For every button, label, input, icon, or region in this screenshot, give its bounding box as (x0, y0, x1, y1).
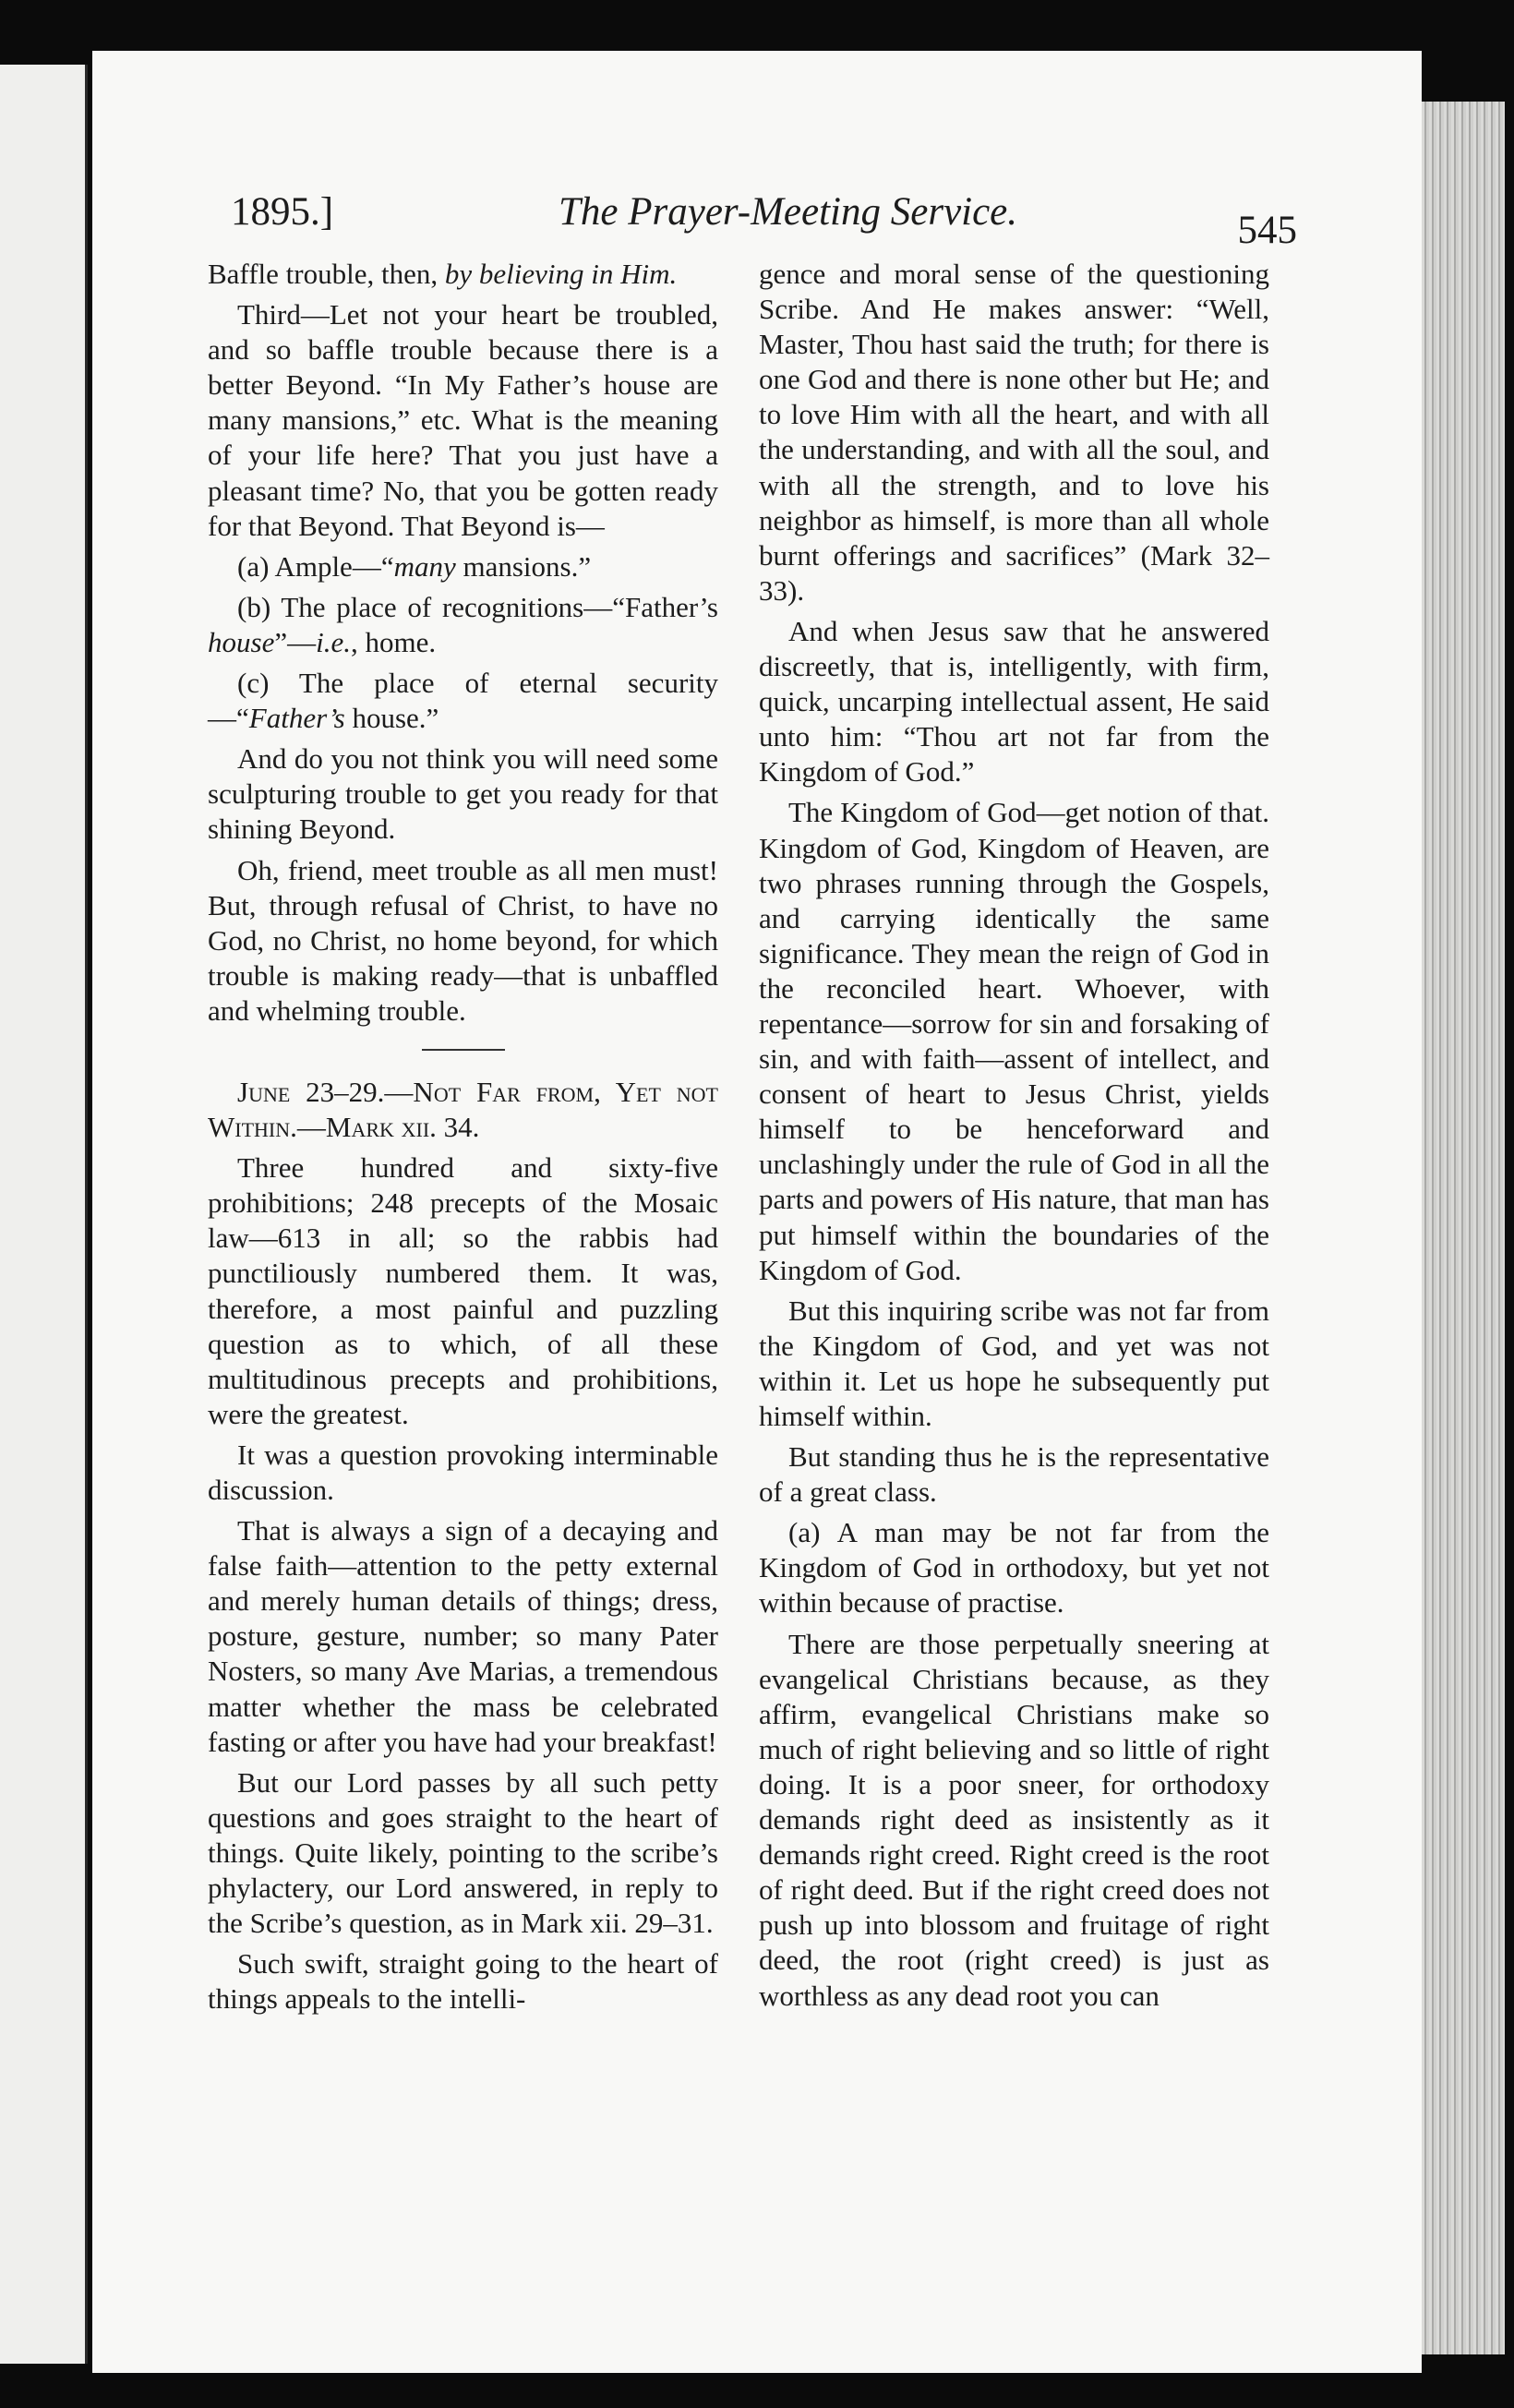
paragraph: (a) A man may be not far from the Kingdom of God in orthodoxy, but yet not within because of practise. (759, 1516, 1269, 1619)
running-header (231, 189, 1297, 252)
right-column (759, 257, 1269, 2019)
paragraph: Oh, friend, meet trouble as all men must! But, through refusal of Christ, to have no God, no Christ, no home beyond, for which trouble is making ready—that is unbaffled and whelming trouble. (208, 853, 718, 1027)
page-stack-edge (1422, 102, 1505, 2354)
paragraph: There are those perpetually sneering at evangelical Christians because, as they affirm, evangelical Christians make so much of right believing and so little of right doing. It is a poor sneer, for orthodoxy demands right deed as insistently as it demands right creed. Right creed is the root of right deed. But if the right creed does not push up into blossom and fruitage of right deed, the root (right creed) is just as worthless as any dead root you can (759, 1627, 1269, 2012)
header-title: The Prayer-Meeting Service. (559, 190, 1018, 234)
paragraph: And when Jesus saw that he answered discreetly, that is, intelligently, with firm, quick, uncarping intellectual assent, He said unto him: “Thou art not far from the Kingdom of God.” (759, 614, 1269, 789)
list-item-b: (b) The place of recognitions—“Father’s house”—i.e., home. (208, 590, 718, 658)
paragraph: And do you not think you will need some sculpturing trouble to get you ready for that shining Beyond. (208, 742, 718, 846)
paragraph: Such swift, straight going to the heart of things appeals to the intelli- (208, 1947, 718, 2016)
paragraph: Baffle trouble, then, by believing in Him. (208, 258, 678, 290)
header-year: 1895.] (231, 190, 334, 234)
section-heading: June 23–29.—Not Far from, Yet not Within.—Mark xii. 34. (208, 1075, 718, 1144)
list-item-a: (a) Ample—“many mansions.” (237, 549, 592, 583)
section-divider (422, 1049, 505, 1051)
paragraph: It was a question provoking interminable discussion. (208, 1438, 718, 1506)
list-item-c: (c) The place of eternal security—“Father’s house.” (208, 667, 718, 735)
paragraph: gence and moral sense of the questioning Scribe. And He makes answer: “Well, Master, Thou hast said the truth; for there is one God and there is none other but He; and to love Him with all the heart, and with all the understanding, and with all the soul, and with all the strength, and to love his neighbor as himself, is more than all whole burnt offerings and sacrifices” (Mark 32–33). (759, 258, 1269, 607)
paragraph: That is always a sign of a decaying and false faith—attention to the petty external and merely human details of things; dress, posture, gesture, number; so many Pater Nosters, so many Ave Marias, a tremendous matter whether the mass be celebrated fasting or after you have had your breakfast! (208, 1514, 718, 1758)
paragraph: But this inquiring scribe was not far from the Kingdom of God, and yet was not within it. Let us hope he subsequently put himself within. (759, 1294, 1269, 1432)
paragraph: The Kingdom of God—get notion of that. Kingdom of God, Kingdom of Heaven, are two phrases running through the Gospels, and carrying identically the same significance. They mean the reign of God in the reconciled heart. Whoever, with repentance—sorrow for sin and forsaking of sin, and with faith—assent of intellect, and consent of heart to Jesus Christ, yields himself to be henceforward and unclashingly under the rule of God in all the parts and powers of His nature, that man has put himself within the boundaries of the Kingdom of God. (759, 796, 1269, 1286)
left-column (208, 257, 718, 2022)
paragraph: Third—Let not your heart be troubled, and so baffle trouble because there is a better Beyond. “In My Father’s house are many mansions,” etc. What is the meaning of your life here? That you just have a pleasant time? No, that you be gotten ready for that Beyond. That Beyond is— (208, 298, 718, 542)
page-number: 545 (1237, 209, 1297, 252)
paragraph: Three hundred and sixty-five prohibitions; 248 precepts of the Mosaic law—613 in all; so the rabbis had punctiliously numbered them. It was, therefore, a most painful and puzzling question as to which, of all these multitudinous precepts and prohibitions, were the greatest. (208, 1151, 718, 1430)
paragraph: But standing thus he is the representative of a great class. (759, 1440, 1269, 1509)
paragraph: But our Lord passes by all such petty questions and goes straight to the heart of things. Quite likely, pointing to the scribe’s phylactery, our Lord answered, in reply to the Scribe’s question, as in Mark xii. 29–31. (208, 1765, 718, 1940)
facing-page-edge (0, 65, 88, 2364)
